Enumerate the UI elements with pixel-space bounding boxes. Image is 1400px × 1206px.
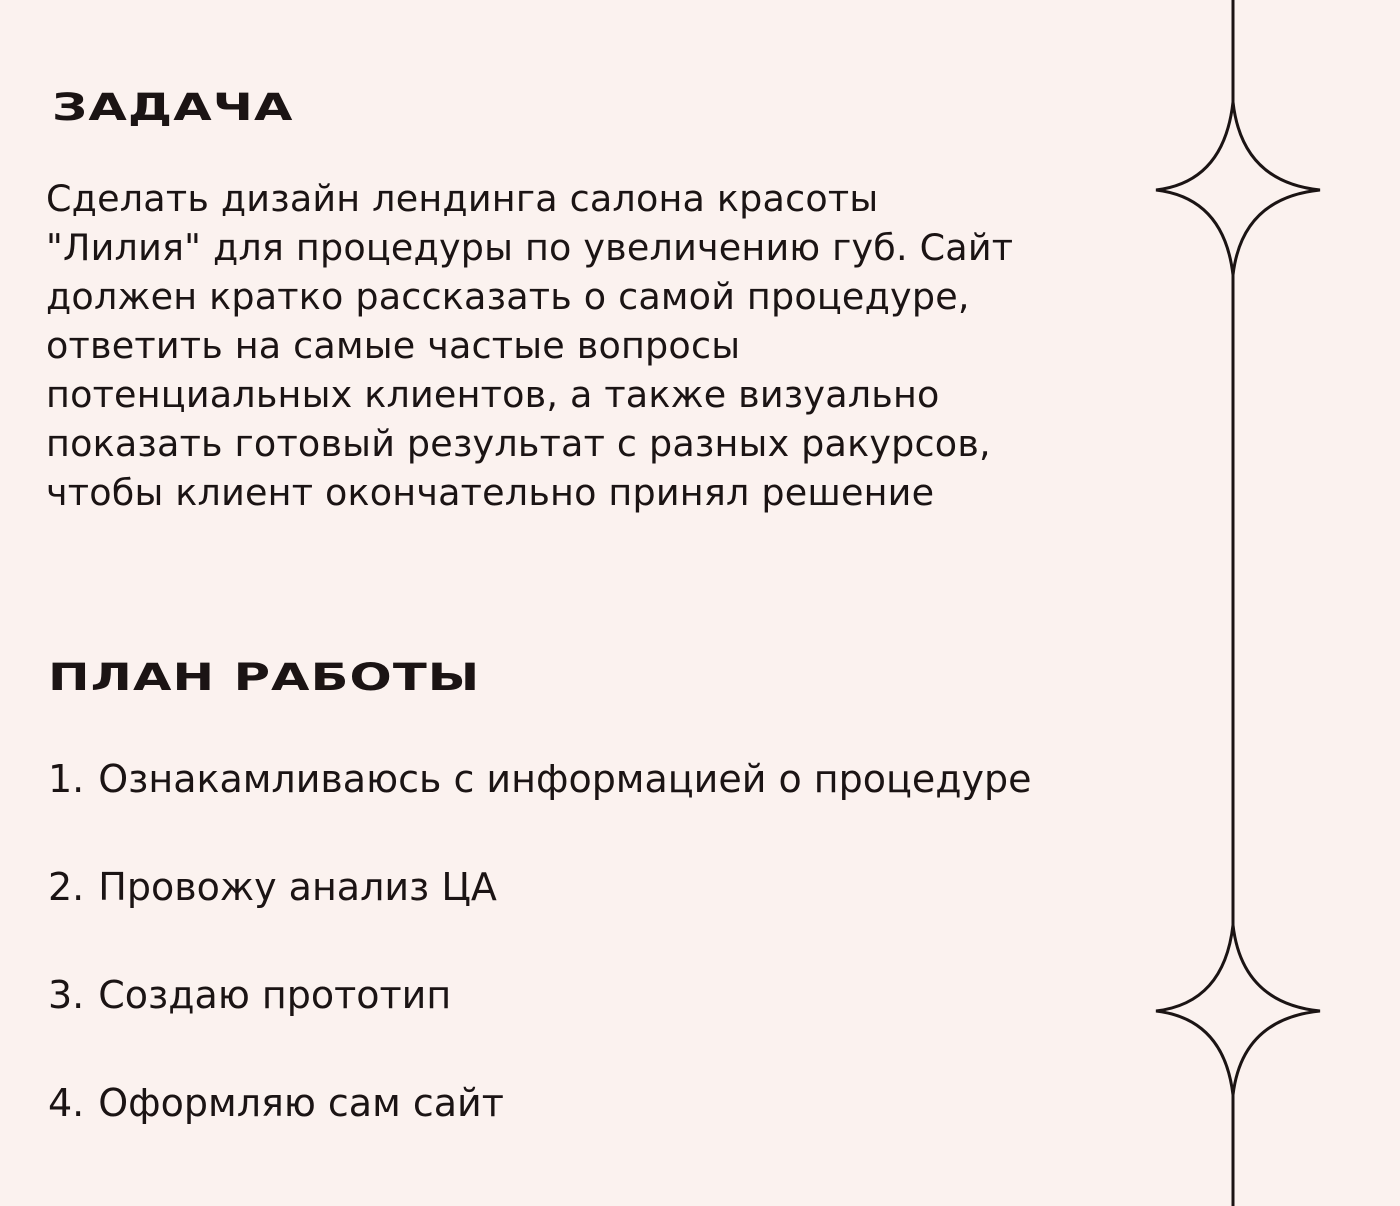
task-line: чтобы клиент окончательно принял решение <box>46 471 935 514</box>
task-line: Сделать дизайн лендинга салона красоты <box>46 177 879 220</box>
plan-item-text: Провожу анализ ЦА <box>98 865 497 909</box>
four-point-star-icon <box>1156 102 1320 275</box>
task-description <box>46 174 1116 517</box>
plan-item-text: Создаю прототип <box>98 973 452 1017</box>
plan-item <box>48 753 1032 805</box>
task-line: показать готовый результат с разных ракурсов, <box>46 422 991 465</box>
plan-item-text: Ознакамливаюсь с информацией о процедуре <box>98 757 1032 801</box>
four-point-star-icon <box>1156 925 1320 1095</box>
plan-item-number: 4. <box>48 1081 85 1125</box>
plan-item-number: 1. <box>48 757 85 801</box>
plan-item-number: 2. <box>48 865 85 909</box>
plan-item <box>48 1077 1032 1129</box>
decorative-line-with-stars <box>1150 0 1330 1206</box>
plan-list <box>48 753 1032 1185</box>
task-heading: ЗАДАЧА <box>52 84 294 129</box>
plan-item-number: 3. <box>48 973 85 1017</box>
plan-item-text: Оформляю сам сайт <box>98 1081 504 1125</box>
task-line: должен кратко рассказать о самой процедуре, <box>46 275 970 318</box>
plan-item <box>48 861 1032 913</box>
task-line: "Лилия" для процедуры по увеличению губ. Сайт <box>46 226 1014 269</box>
task-line: потенциальных клиентов, а также визуально <box>46 373 940 416</box>
plan-item <box>48 969 1032 1021</box>
task-line: ответить на самые частые вопросы <box>46 324 741 367</box>
plan-heading: ПЛАН РАБОТЫ <box>48 654 481 699</box>
